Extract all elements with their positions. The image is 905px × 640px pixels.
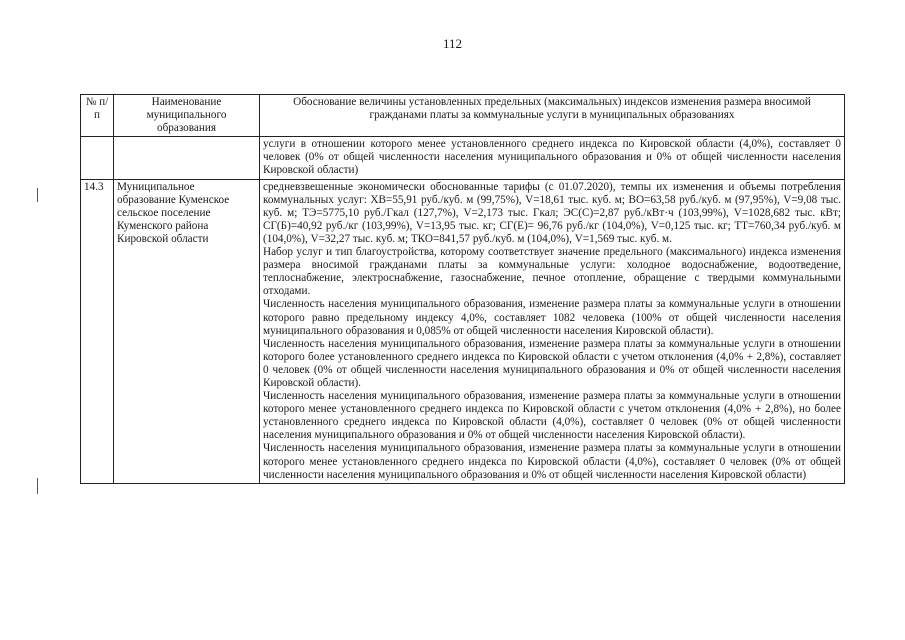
- header-num: № п/п: [81, 95, 114, 137]
- cell-continuation-text: услуги в отношении которого менее установленного среднего индекса по Кировской области (4,0%), составляет 0 человек (0% от общей численности населения муниципального образования и 0% от общей численности населения Кировской области): [260, 137, 845, 179]
- basis-paragraph: Численность населения муниципального образования, изменение размера платы за коммунальные услуги в отношении которого менее установленного среднего индекса по Кировской области (4,0%), составляет 0 человек (0% от общей численности населения муниципального образования и 0% от общей численности населения Кировской области): [263, 442, 841, 481]
- cell-name-empty: [114, 137, 260, 179]
- scan-artifact-mark: [37, 188, 38, 202]
- basis-paragraph: средневзвешенные экономически обоснованные тарифы (с 01.07.2020), темпы их изменения и объемы потребления коммунальных услуг: ХВ=55,91 руб./куб. м (99,75%), V=18,61 тыс. куб. м; ВО=63,58 руб./куб. м (97,95%), V=9,08 тыс. куб. м; ТЭ=5775,10 руб./Гкал (127,7%), V=2,173 тыс. Гкал; ЭС(С)=2,87 руб./кВт·ч (103,99%), V=1028,682 тыс. кВт; СГ(Б)=40,92 руб./кг (103,99%), V=13,95 тыс. кг; СГ(Е)= 96,76 руб./кг (104,0%), V=0,125 тыс. кг; ТТ=760,34 руб./куб. м (104,0%), V=32,27 тыс. куб. м; ТКО=841,57 руб./куб. м (104,0%), V=1,569 тыс. куб. м.: [263, 180, 841, 245]
- basis-paragraph: Численность населения муниципального образования, изменение размера платы за коммунальные услуги в отношении которого менее установленного среднего индекса по Кировской области с учетом отклонения (4,0% + 2,8%), но более установленного среднего индекса по Кировской области (4,0%), составляет 0 человек (0% от общей численности населения муниципального образования и 0% от общей численности населения Кировской области).: [263, 390, 841, 442]
- header-name: Наименование муниципального образования: [114, 95, 260, 137]
- basis-paragraph: Численность населения муниципального образования, изменение размера платы за коммунальные услуги в отношении которого более установленного среднего индекса по Кировской области с учетом отклонения (4,0% + 2,8%), составляет 0 человек (0% от общей численности населения муниципального образования и 0% от общей численности населения Кировской области).: [263, 337, 841, 389]
- cell-num-empty: [81, 137, 114, 179]
- tariff-table: [80, 94, 845, 484]
- table-header-row: [81, 95, 845, 137]
- basis-paragraph: Численность населения муниципального образования, изменение размера платы за коммунальные услуги в отношении которого равно предельному индексу 4,0%, составляет 1082 человека (100% от общей численности населения муниципального образования и 0,085% от общей численности населения Кировской области).: [263, 298, 841, 337]
- header-basis: Обоснование величины установленных предельных (максимальных) индексов изменения размера вносимой гражданами платы за коммунальные услуги в муниципальных образованиях: [260, 95, 845, 137]
- cell-row-basis: [260, 179, 845, 483]
- page-number: 112: [442, 36, 463, 51]
- basis-paragraph: Набор услуг и тип благоустройства, которому соответствует значение предельного (максимального) индекса изменения размера вносимой гражданами платы за коммунальные услуги: холодное водоснабжение, водоотведение, теплоснабжение, электроснабжение, газоснабжение, печное отопление, обращение с твердыми коммунальными отходами.: [263, 246, 841, 298]
- cell-row-name: Муниципальное образование Куменское сельское поселение Куменского района Кировской области: [114, 179, 260, 483]
- scan-artifact-mark: [37, 478, 38, 494]
- table-row-continuation: [81, 137, 845, 179]
- table-row: [81, 179, 845, 483]
- cell-row-num: 14.3: [81, 179, 114, 483]
